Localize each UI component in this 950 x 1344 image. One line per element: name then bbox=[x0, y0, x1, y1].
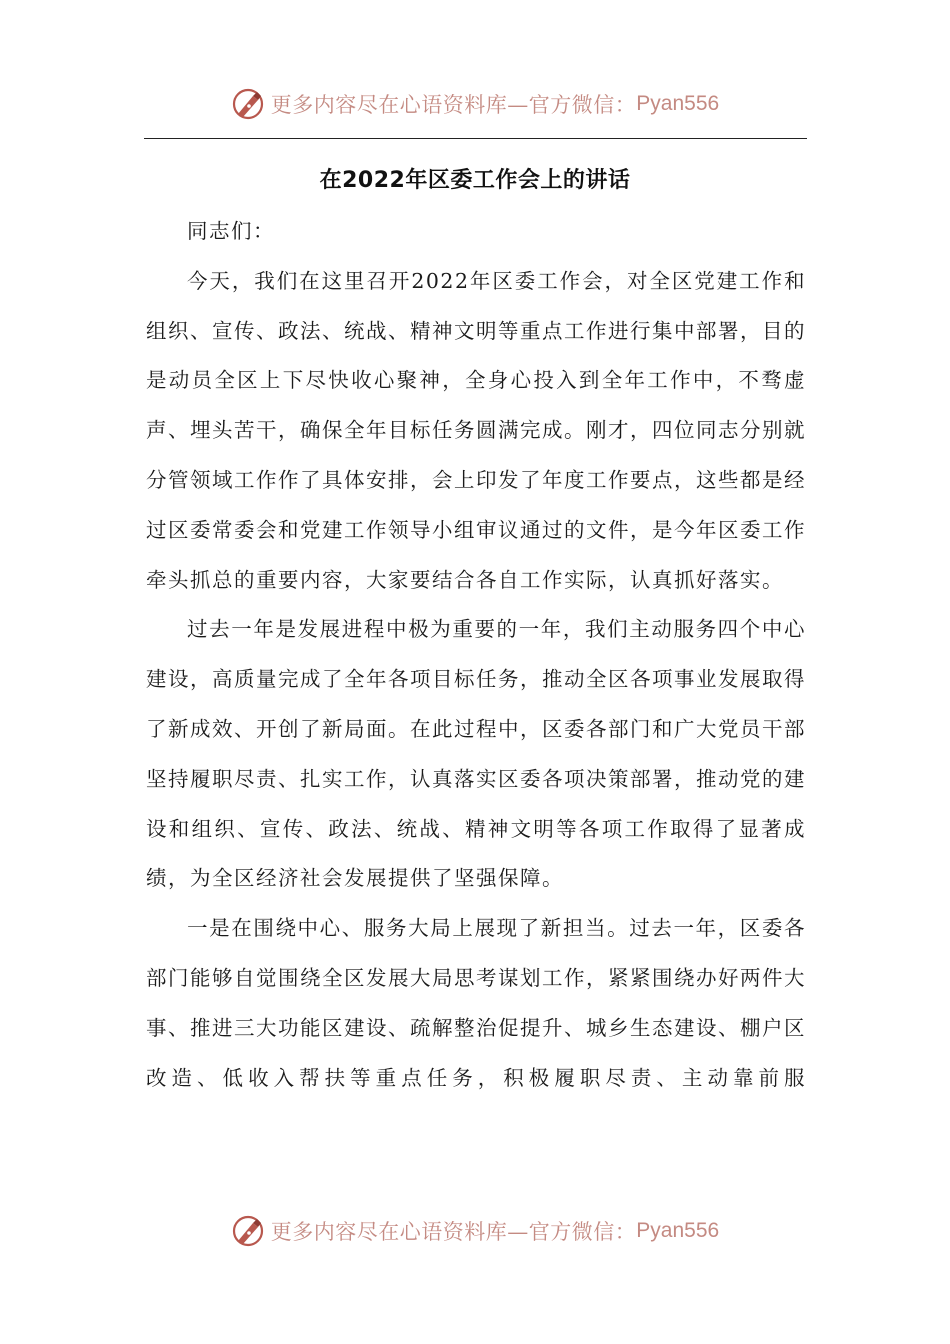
footer-banner bbox=[0, 1211, 950, 1251]
paragraph: 今天，我们在这里召开2022年区委工作会，对全区党建工作和组织、宣传、政法、统战、精神文明等重点工作进行集中部署，目的是动员全区上下尽快收心聚神，全身心投入到全年工作中，不骛虚声、埋头苦干，确保全年目标任务圆满完成。刚才，四位同志分别就分管领域工作作了具体安排，会上印发了年度工作要点，这些都是经过区委常委会和党建工作领导小组审议通过的文件，是今年区委工作牵头抓总的重要内容，大家要结合各自工作实际，认真抓好落实。 bbox=[146, 268, 806, 592]
pen-nib-logo-icon bbox=[231, 1214, 265, 1248]
paragraph: 过去一年是发展进程中极为重要的一年，我们主动服务四个中心建设，高质量完成了全年各项目标任务，推动全区各项事业发展取得了新成效、开创了新局面。在此过程中，区委各部门和广大党员干部坚持履职尽责、扎实工作，认真落实区委各项决策部署，推动党的建设和组织、宣传、政法、统战、精神文明等各项工作取得了显著成绩，为全区经济社会发展提供了坚强保障。 bbox=[146, 617, 806, 891]
document-body bbox=[146, 207, 806, 1103]
footer-wechat-id: Pyan556 bbox=[636, 1219, 720, 1242]
document-title: 在2022年区委工作会上的讲话 bbox=[319, 168, 631, 193]
footer-banner-text: 更多内容尽在心语资料库—官方微信： bbox=[270, 1220, 637, 1244]
header-banner-text: 更多内容尽在心语资料库—官方微信： bbox=[270, 93, 637, 117]
paragraph: 一是在围绕中心、服务大局上展现了新担当。过去一年，区委各部门能够自觉围绕全区发展大局思考谋划工作，紧紧围绕办好两件大事、推进三大功能区建设、疏解整治促提升、城乡生态建设、棚户区改造、低收入帮扶等重点任务，积极履职尽责、主动靠前服 bbox=[146, 916, 806, 1090]
header-wechat-id: Pyan556 bbox=[636, 92, 720, 115]
header-banner bbox=[0, 84, 950, 124]
header-divider bbox=[144, 138, 807, 139]
pen-nib-logo-icon bbox=[231, 87, 265, 121]
salutation: 同志们： bbox=[187, 219, 275, 243]
